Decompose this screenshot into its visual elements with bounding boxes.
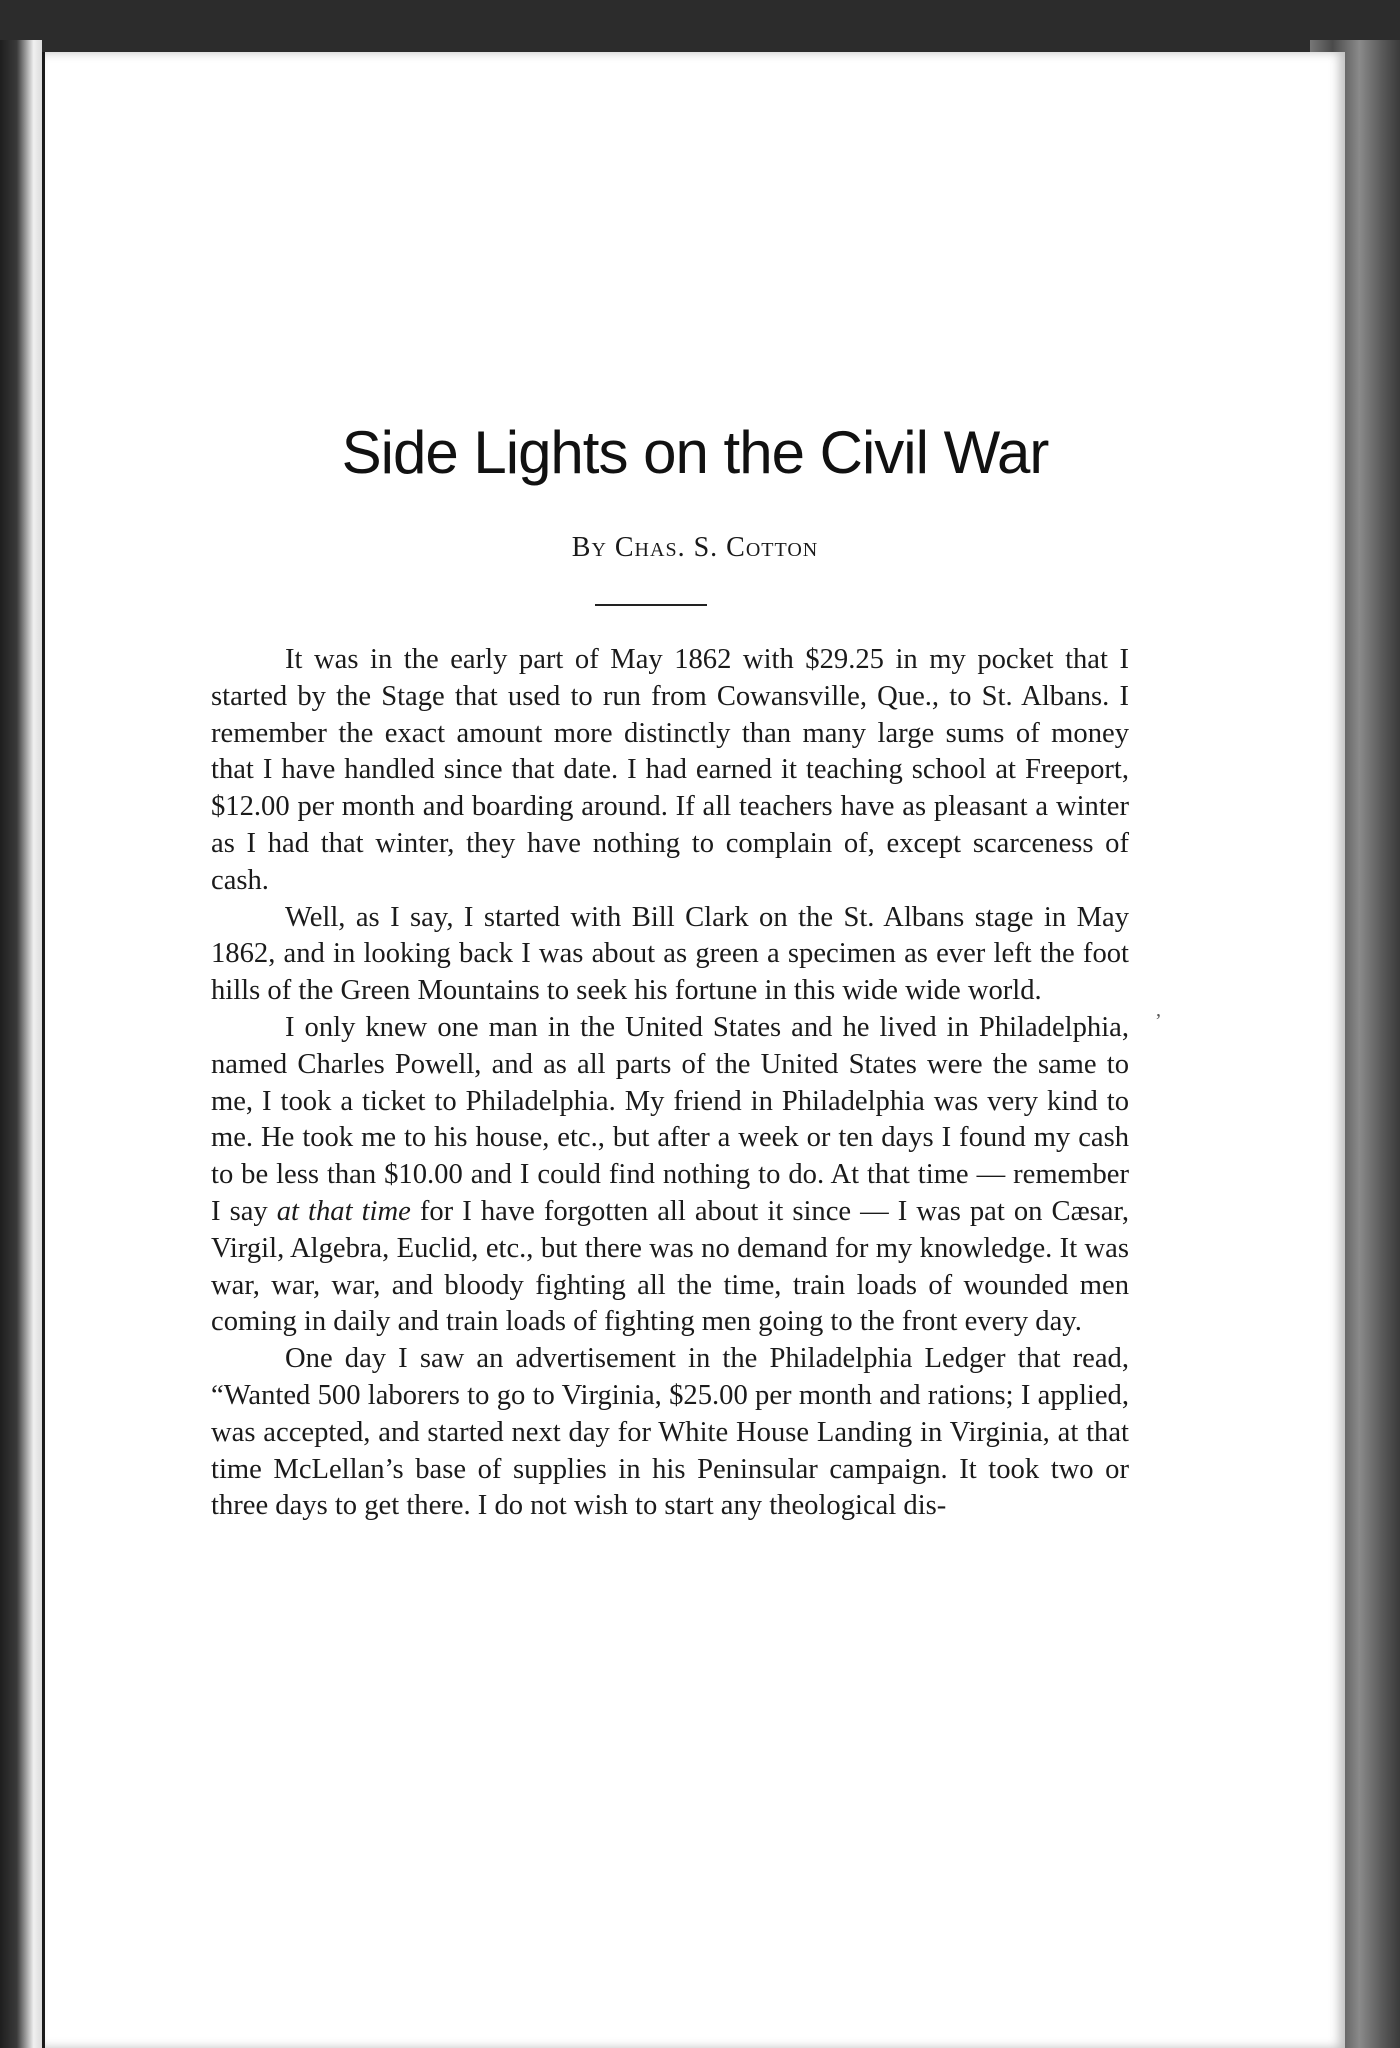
paragraph-3-part-2: for I have forgotten all about it since — I was pat on Cæsar, Virgil, Algebra, Euclid, etc., but there was no demand for my knowledge. It was war, war, war, and bloody fighting all the time, train loads of wounded men coming in daily and train loads of fighting men going to the front every day. — [211, 1195, 1130, 1338]
article-body — [211, 642, 1129, 1525]
article-byline: By Chas. S. Cotton — [571, 532, 819, 563]
paragraph-4: One day I saw an advertisement in the Philadelphia Ledger that read, “Wanted 500 laborers to go to Virginia, $25.00 per month and rations; I applied, was accepted, and started next day for White House Landing in Virginia, at that time McLellan’s base of supplies in his Peninsular campaign. It took two or three days to get there. I do not wish to start any theological dis- — [211, 1343, 1129, 1522]
paragraph-3-part-1: I only knew one man in the United States and he lived in Philadelphia, named Charles Powell, and as all parts of the United States were the same to me, I took a ticket to Philadelphia. My friend in Philadelphia was very kind to me. He took me to his house, etc., but after a week or ten days I found my cash to be less than $10.00 and I could find nothing to do. At that time — remember I say — [211, 1011, 1129, 1227]
paragraph-2: Well, as I say, I started with Bill Clark on the St. Albans stage in May 1862, and in looking back I was about as green a specimen as ever left the foot hills of the Green Mountains to seek his fortune in this wide wide world. — [211, 901, 1129, 1007]
paragraph-1: It was in the early part of May 1862 with $29.25 in my pocket that I started by the Stage that used to run from Cowansville, Que., to St. Albans. I remember the exact amount more distinctly than many large sums of money that I have handled since that date. I had earned it teaching school at Freeport, $12.00 per month and boarding around. If all teachers have as pleasant a winter as I had that winter, they have nothing to complain of, except scarceness of cash. — [211, 644, 1129, 896]
title-divider — [595, 604, 707, 606]
margin-mark: ’ — [1155, 1010, 1162, 1032]
paragraph-3-emphasis: at that time — [276, 1195, 411, 1227]
paragraph-3 — [211, 1010, 1129, 1341]
book-page — [42, 52, 1345, 2048]
adjacent-page-edge — [0, 40, 42, 2048]
article-title: Side Lights on the Civil War — [341, 419, 1049, 486]
